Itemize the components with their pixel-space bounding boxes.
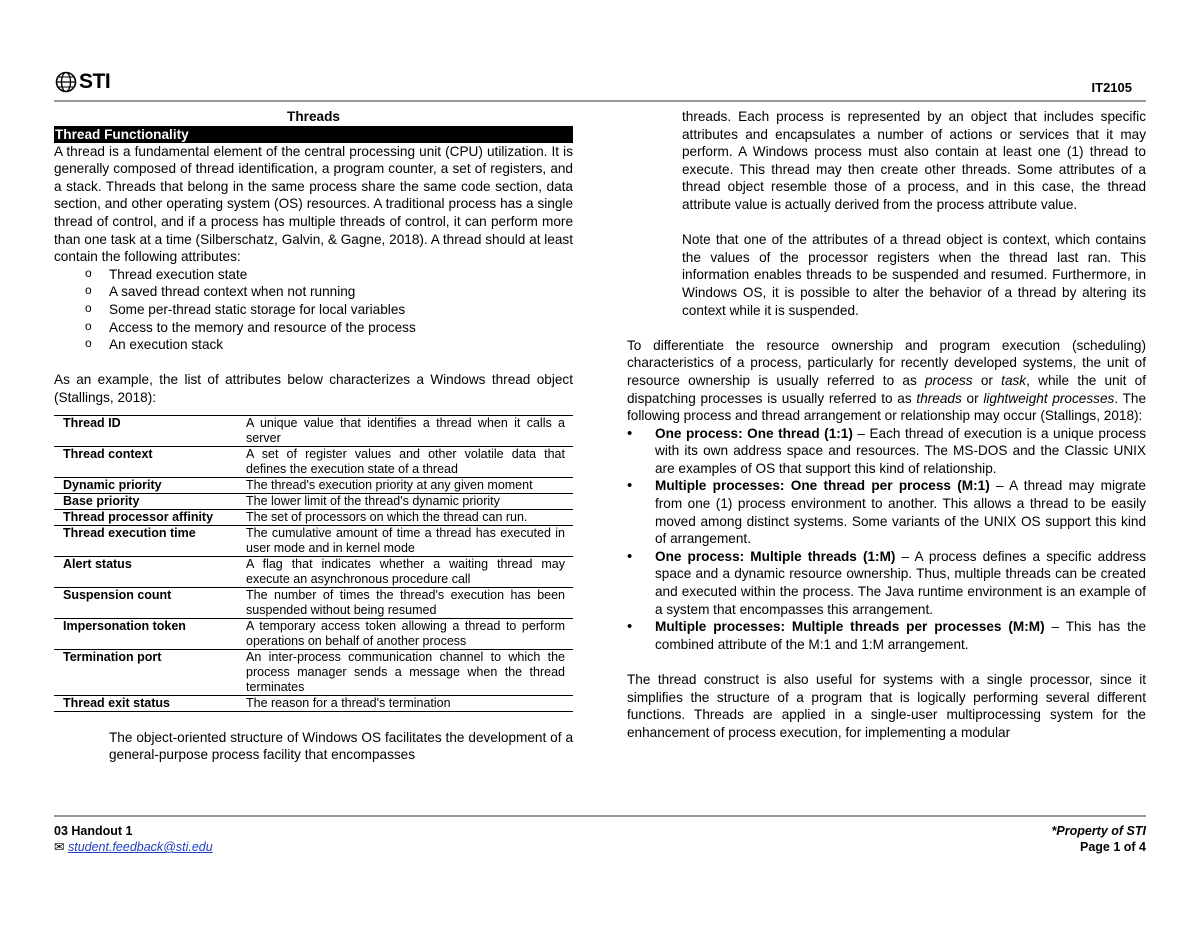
list-item: o A saved thread context when not running [54,283,573,301]
attribute-description: A flag that indicates whether a waiting thread may execute an asynchronous procedure call [237,556,573,587]
single-processor-paragraph: The thread construct is also useful for systems with a single processor, since it simplifies the structure of a program that is logically performing several different functions. Threads are applied in a single-user multiprocessing system for the enhancement of process execution, for implementing a modular [627,672,1146,740]
attribute-name: Thread execution time [54,525,237,556]
relationship-term: Multiple processes: One thread per process (M:1) [655,478,990,494]
table-row [54,556,573,587]
relationship-term: One process: One thread (1:1) [655,425,853,441]
relationship-text: – A thread may migrate from one (1) process environment to another. This allows a thread to be easily moved among distinct systems. Some variants of the UNIX OS support this kind of arrangement. [655,478,1146,547]
relationship-list [627,425,1146,654]
table-row [54,415,573,446]
process-object-paragraph: threads. Each process is represented by an object that includes specific attributes and encapsulates a number of actions or services that it may perform. A Windows process must also contain at least one (1) thread to execute. This thread may then create other threads. Some attributes of a thread object resemble those of a process, and in this case, the thread attribute value is actually derived from the process attribute value. [682,109,1146,212]
thread-attributes-table [54,415,573,712]
table-row [54,525,573,556]
attribute-description: The set of processors on which the thread can run. [237,509,573,525]
footer-divider [54,815,1146,817]
attribute-list [54,266,573,354]
envelope-icon: ✉ [54,840,65,854]
attribute-name: Impersonation token [54,618,237,649]
table-row [54,695,573,711]
globe-icon [55,71,77,93]
relationship-text: – Each thread of execution is a unique process with its own address space and resources. The MS-DOS and the Classic UNIX are examples of OS that support this kind of relationship. [655,425,1146,476]
table-row [54,493,573,509]
example-paragraph: As an example, the list of attributes below characterizes a Windows thread object (Stallings, 2018): [54,372,573,405]
table-row [54,446,573,477]
table-row [54,618,573,649]
table-row [54,587,573,618]
sti-logo [55,70,110,94]
logo-text: STI [79,70,111,93]
list-item: o Thread execution state [54,266,573,284]
page-title: Threads [287,109,340,124]
attribute-name: Termination port [54,649,237,695]
left-column [54,108,573,764]
table-row [54,649,573,695]
attribute-name: Thread ID [54,415,237,446]
after-table-paragraph: The object-oriented structure of Windows OS facilitates the development of a general-purpose process facility that encompasses [109,729,573,763]
table-row [54,509,573,525]
attribute-name: Suspension count [54,587,237,618]
attribute-name: Dynamic priority [54,477,237,493]
section-heading: Thread Functionality [54,126,573,143]
relationship-term: Multiple processes: Multiple threads per processes (M:M) [655,619,1045,635]
attribute-name: Base priority [54,493,237,509]
property-label: *Property of STI [1051,824,1146,838]
attribute-description: A unique value that identifies a thread when it calls a server [237,415,573,446]
footer-left [54,823,213,855]
relationship-term: One process: Multiple threads (1:M) [655,548,896,564]
attribute-name: Thread processor affinity [54,509,237,525]
attribute-name: Thread exit status [54,695,237,711]
list-item: o An execution stack [54,336,573,354]
page-number: Page 1 of 4 [1080,840,1146,854]
attribute-description: A set of register values and other volatile data that defines the execution state of a thread [237,446,573,477]
context-paragraph: Note that one of the attributes of a thread object is context, which contains the values of the processor registers when the thread last ran. This information enables threads to be suspended and resumed. Furthermore, in Windows OS, it is possible to alter the behavior of a thread by altering its context while it is suspended. [682,232,1146,318]
attribute-name: Alert status [54,556,237,587]
attribute-description: The lower limit of the thread's dynamic priority [237,493,573,509]
footer-right [1052,823,1146,855]
list-item: o Some per-thread static storage for local variables [54,301,573,319]
intro-paragraph: A thread is a fundamental element of the central processing unit (CPU) utilization. It is generally composed of thread identification, a program counter, a set of registers, and a stack. Threads that belong in the same process share the same code section, data section, and other operating system (OS) resources. A traditional process has a single thread of control, and if a process has multiple threads of control, it can perform more than one task at a time (Silberschatz, Galvin, & Gagne, 2018). A thread should at least contain the following attributes: [54,143,573,265]
attribute-description: The thread's execution priority at any given moment [237,477,573,493]
handout-label: 03 Handout 1 [54,824,133,838]
attribute-description: The cumulative amount of time a thread has executed in user mode and in kernel mode [237,525,573,556]
attribute-description: A temporary access token allowing a thread to perform operations on behalf of another process [237,618,573,649]
ownership-paragraph: To differentiate the resource ownership and program execution (scheduling) characteristics of a process, particularly for recently developed systems, the unit of resource ownership is usually referred to as process or task, while the unit of dispatching processes is usually referred to as threads or lightweight processes. The following process and thread arrangement or relationship may occur (Stallings, 2018): [627,337,1147,424]
header-divider [54,100,1146,102]
table-row [54,477,573,493]
course-code: IT2105 [1091,80,1132,95]
relationship-text: – This has the combined attribute of the M:1 and 1:M arrangement. [655,619,1147,652]
email-row [54,839,213,855]
email-link[interactable]: student.feedback@sti.edu [67,840,213,854]
list-item [627,548,1146,618]
attribute-description: An inter-process communication channel to which the process manager sends a message when the thread terminates [237,649,573,695]
attribute-name: Thread context [54,446,237,477]
list-item [627,618,1146,653]
list-item [627,425,1146,478]
list-item: o Access to the memory and resource of the process [54,319,573,337]
attribute-description: The number of times the thread's execution has been suspended without being resumed [237,587,573,618]
right-column [627,108,1146,741]
attribute-description: The reason for a thread's termination [237,695,573,711]
relationship-text: – A process defines a specific address space and a dynamic resource ownership. Thus, multiple threads can be created and executed within the process. The Java runtime environment is an example of a system that encompasses this arrangement. [655,548,1146,617]
list-item [627,477,1146,547]
